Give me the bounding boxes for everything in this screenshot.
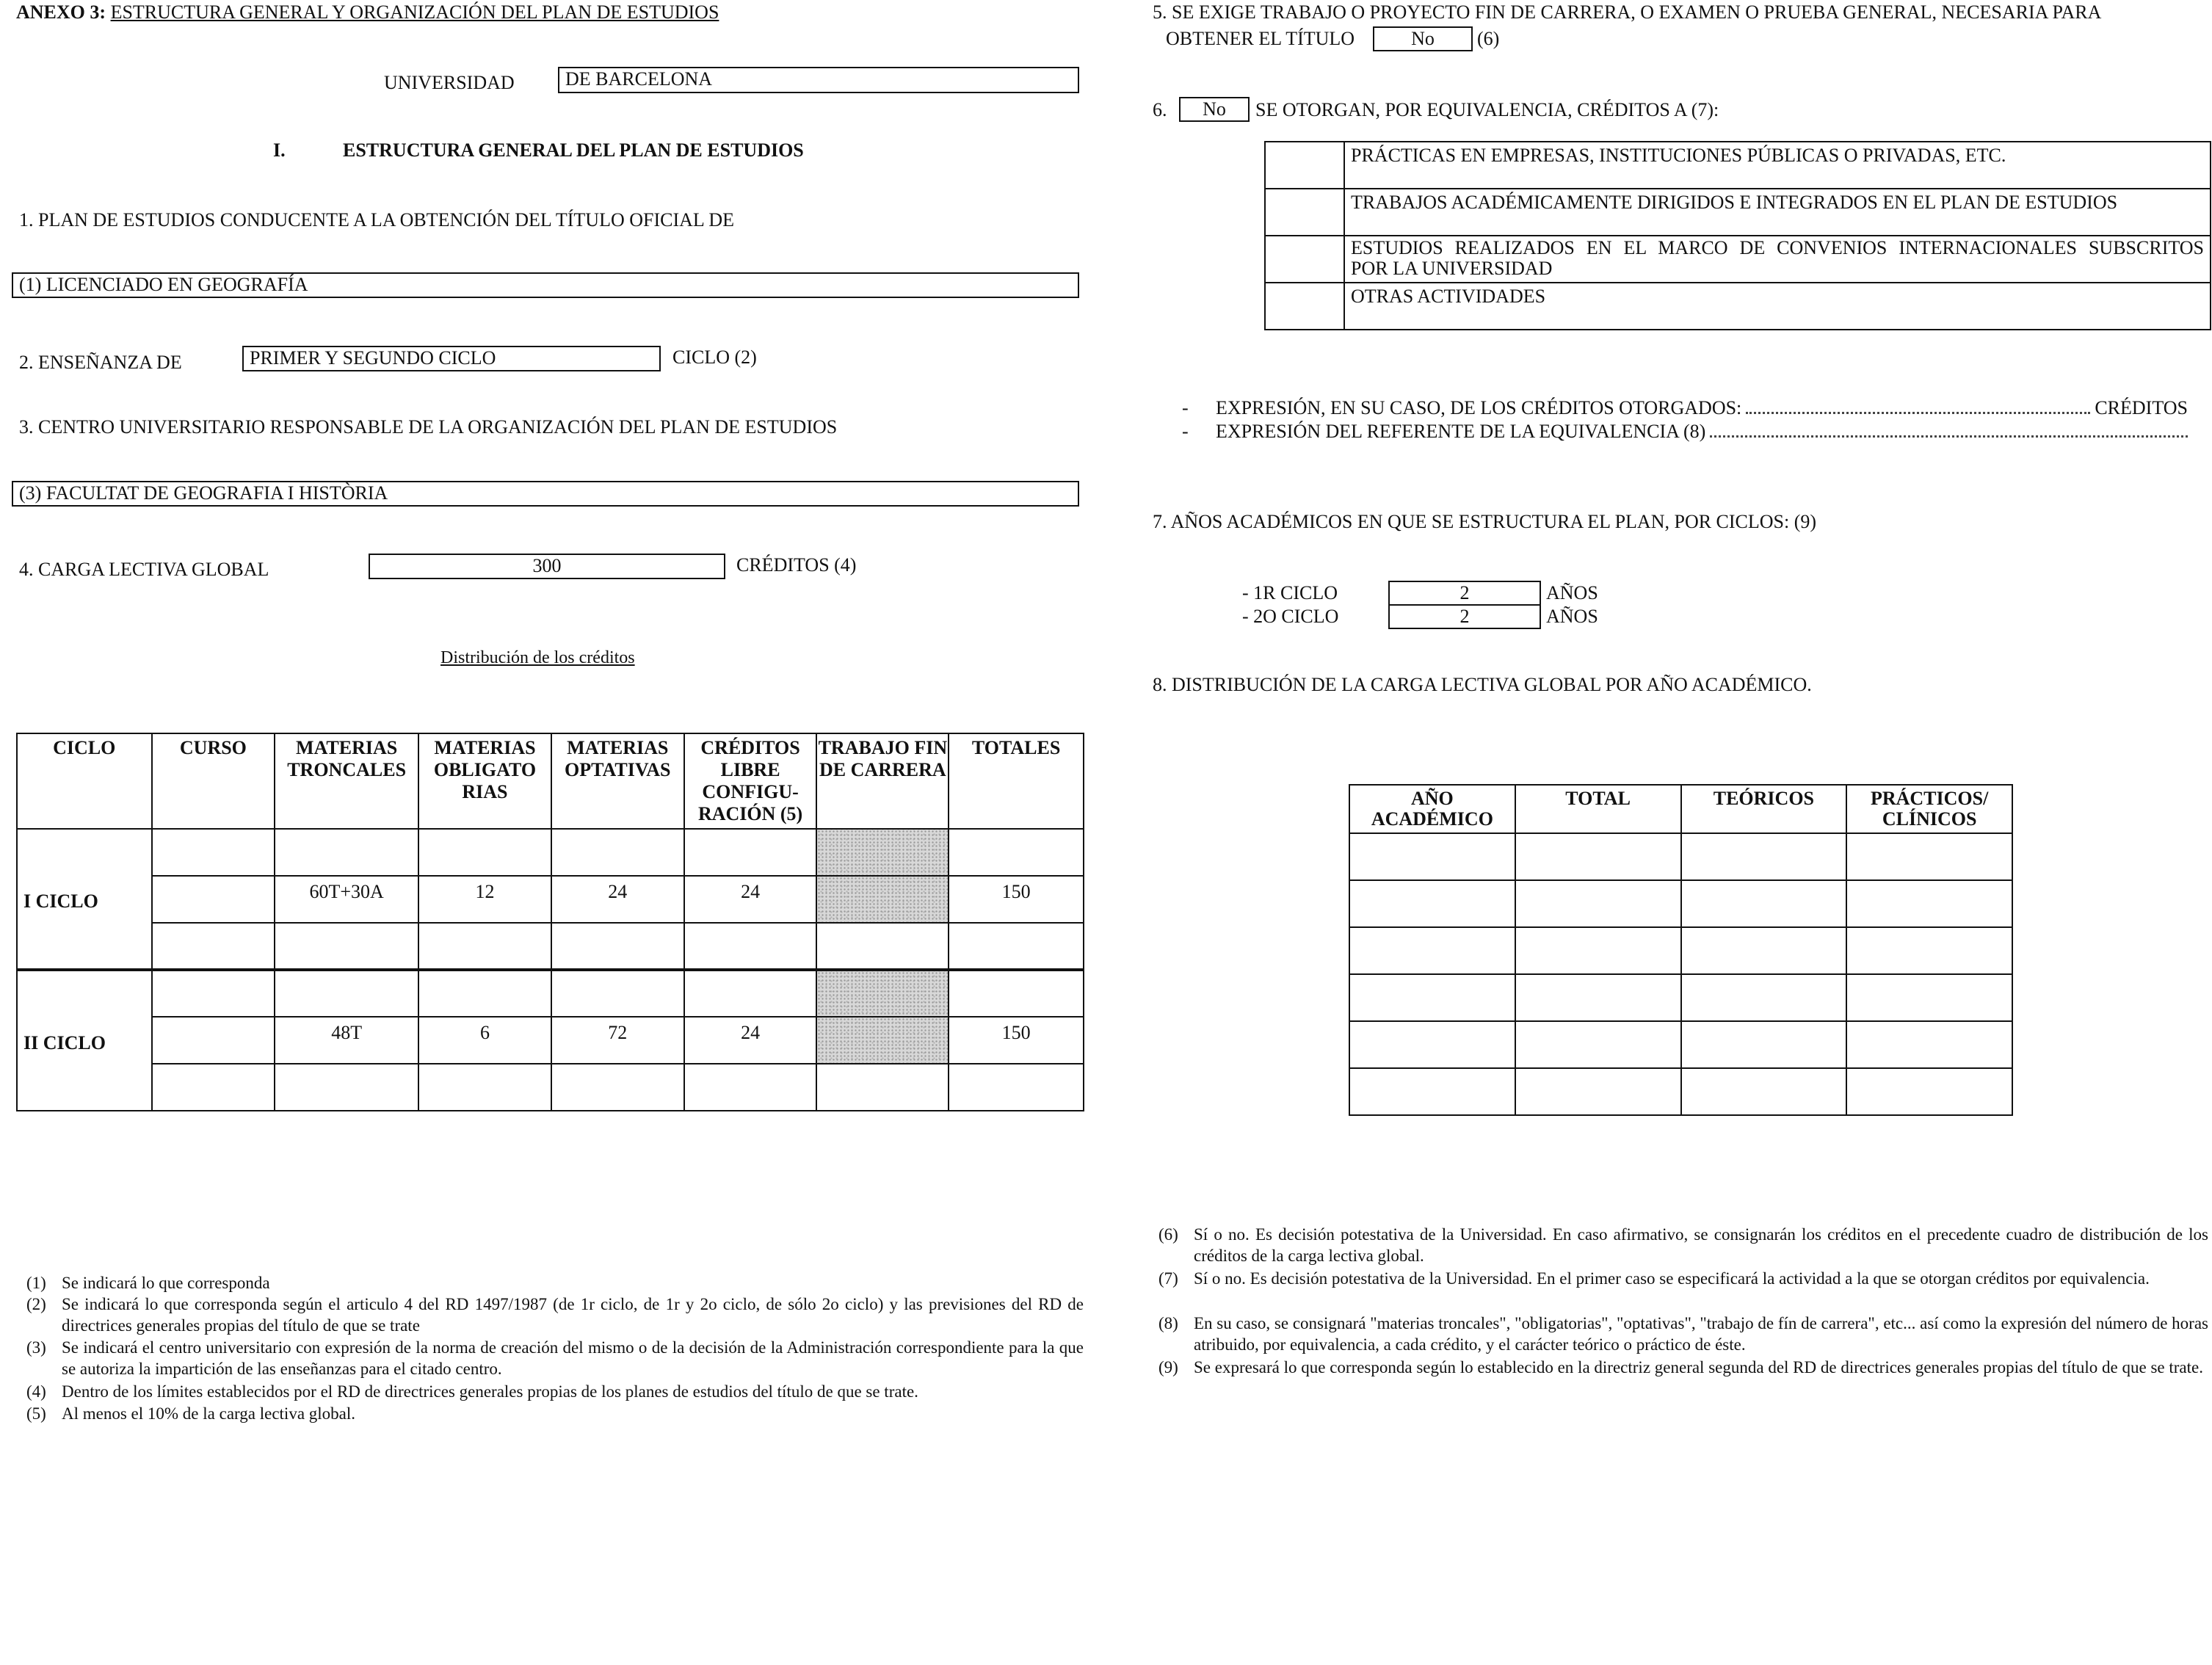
cycle2-label: II CICLO bbox=[17, 970, 152, 1111]
distribution-title: Distribución de los créditos bbox=[440, 648, 635, 667]
item2-label: 2. ENSEÑANZA DE bbox=[19, 352, 182, 373]
footnote-1 bbox=[26, 1272, 1084, 1294]
table-row bbox=[1265, 283, 2211, 330]
col-header-libre: CRÉDITOS LIBRE CONFIGU- RACIÓN (5) bbox=[684, 733, 817, 829]
years-table bbox=[1349, 784, 2013, 1116]
col-header-optativas: MATERIAS OPTATIVAS bbox=[551, 733, 684, 829]
cycle1-troncales: 60T+30A bbox=[275, 876, 418, 923]
footnote-text: Dentro de los límites establecidos por el RD de directrices generales propias de los planes de estudios del título de que se trate. bbox=[62, 1382, 918, 1401]
annex-title: ESTRUCTURA GENERAL Y ORGANIZACIÓN DEL PLAN DE ESTUDIOS bbox=[110, 1, 719, 23]
item7-cycle1-unit: AÑOS bbox=[1546, 582, 1598, 603]
equivalence-table bbox=[1264, 141, 2211, 330]
credits-header-row bbox=[17, 733, 1084, 829]
item4-value: 300 bbox=[369, 554, 725, 579]
footnote-5 bbox=[26, 1403, 1084, 1425]
years-header-row bbox=[1349, 785, 2012, 833]
equiv-row-3 bbox=[1344, 236, 2211, 283]
item5-value: No bbox=[1373, 26, 1473, 51]
footnote-8 bbox=[1158, 1313, 2208, 1357]
item7-cycle2: - 2O CICLO bbox=[1242, 606, 1339, 627]
shaded-cell bbox=[816, 970, 949, 1017]
item5-line2: OBTENER EL TÍTULO bbox=[1166, 28, 1355, 49]
expression-credits-line bbox=[1216, 397, 2188, 419]
expression-referent-label: EXPRESIÓN DEL REFERENTE DE LA EQUIVALENCIA (8) bbox=[1216, 421, 1706, 442]
item1-value: (1) LICENCIADO EN GEOGRAFÍA bbox=[12, 272, 1079, 298]
item7-cycle1: - 1R CICLO bbox=[1242, 582, 1338, 603]
footnote-4 bbox=[26, 1381, 1084, 1403]
cycle1-label: I CICLO bbox=[17, 829, 152, 970]
footnote-9 bbox=[1158, 1357, 2208, 1401]
table-row bbox=[17, 876, 1084, 923]
footnote-number: (8) bbox=[1158, 1314, 1178, 1332]
footnote-number: (2) bbox=[26, 1295, 46, 1313]
footnote-text: En su caso, se consignará "materias troncales", "obligatorias", "optativas", "trabajo de fín de carrera", etc... así como la expresión del número de horas atribuido, por equivalencia, a cada crédito, y el carácter teórico o práctico de éste. bbox=[1194, 1314, 2208, 1354]
table-row bbox=[1349, 927, 2012, 974]
item6-label: SE OTORGAN, POR EQUIVALENCIA, CRÉDITOS A (7): bbox=[1255, 99, 1719, 120]
col-header-total: TOTAL bbox=[1515, 785, 1681, 833]
col-header-practicos: PRÁCTICOS/ CLÍNICOS bbox=[1846, 785, 2012, 833]
item8-label: 8. DISTRIBUCIÓN DE LA CARGA LECTIVA GLOBAL POR AÑO ACADÉMICO. bbox=[1153, 674, 1812, 695]
equiv-row-1: PRÁCTICAS EN EMPRESAS, INSTITUCIONES PÚBLICAS O PRIVADAS, ETC. bbox=[1344, 142, 2211, 189]
equiv-row-3-line2: POR LA UNIVERSIDAD bbox=[1351, 258, 1553, 279]
item4-suffix: CRÉDITOS (4) bbox=[736, 554, 857, 576]
item6-value: No bbox=[1179, 97, 1250, 122]
dotted-leader bbox=[1746, 397, 2090, 414]
footnote-number: (7) bbox=[1158, 1269, 1178, 1288]
footnote-number: (9) bbox=[1158, 1358, 1178, 1376]
footnote-number: (3) bbox=[26, 1338, 46, 1357]
col-header-teoricos: TEÓRICOS bbox=[1681, 785, 1847, 833]
col-header-trabajo: TRABAJO FIN DE CARRERA bbox=[816, 733, 949, 829]
equiv-row-2: TRABAJOS ACADÉMICAMENTE DIRIGIDOS E INTEGRADOS EN EL PLAN DE ESTUDIOS bbox=[1344, 189, 2211, 236]
table-row bbox=[17, 1064, 1084, 1111]
item1-label: 1. PLAN DE ESTUDIOS CONDUCENTE A LA OBTENCIÓN DEL TÍTULO OFICIAL DE bbox=[19, 209, 734, 231]
item2-value: PRIMER Y SEGUNDO CICLO bbox=[242, 346, 661, 371]
expression-credits-label: EXPRESIÓN, EN SU CASO, DE LOS CRÉDITOS OTORGADOS: bbox=[1216, 397, 1742, 418]
section-title: ESTRUCTURA GENERAL DEL PLAN DE ESTUDIOS bbox=[343, 139, 804, 161]
table-row bbox=[1265, 142, 2211, 189]
shaded-cell bbox=[816, 1017, 949, 1064]
table-row bbox=[1349, 880, 2012, 927]
cycle2-obligatorias: 6 bbox=[418, 1017, 551, 1064]
annex-heading bbox=[16, 1, 719, 23]
expression-referent-line bbox=[1216, 421, 2188, 443]
col-header-ano: AÑO ACADÉMICO bbox=[1349, 785, 1515, 833]
equiv-row-4: OTRAS ACTIVIDADES bbox=[1344, 283, 2211, 330]
cycle1-libre: 24 bbox=[684, 876, 817, 923]
table-row bbox=[1265, 236, 2211, 283]
table-row bbox=[17, 970, 1084, 1017]
footnote-number: (1) bbox=[26, 1274, 46, 1292]
col-header-ciclo: CICLO bbox=[17, 733, 152, 829]
item7-label: 7. AÑOS ACADÉMICOS EN QUE SE ESTRUCTURA EL PLAN, POR CICLOS: (9) bbox=[1153, 511, 1817, 532]
col-header-obligatorias: MATERIAS OBLIGATO RIAS bbox=[418, 733, 551, 829]
item4-label: 4. CARGA LECTIVA GLOBAL bbox=[19, 559, 269, 580]
footnote-6 bbox=[1158, 1224, 2208, 1268]
cycle2-troncales: 48T bbox=[275, 1017, 418, 1064]
table-row bbox=[1349, 1021, 2012, 1068]
footnote-number: (4) bbox=[26, 1382, 46, 1401]
item7-cycle2-value: 2 bbox=[1388, 604, 1541, 629]
item5-line1: 5. SE EXIGE TRABAJO O PROYECTO FIN DE CARRERA, O EXAMEN O PRUEBA GENERAL, NECESARIA PARA bbox=[1153, 1, 2102, 23]
item5-suffix: (6) bbox=[1477, 28, 1500, 49]
cycle1-obligatorias: 12 bbox=[418, 876, 551, 923]
cycle2-optativas: 72 bbox=[551, 1017, 684, 1064]
university-value: DE BARCELONA bbox=[558, 67, 1079, 93]
credits-table bbox=[16, 733, 1084, 1111]
dotted-leader bbox=[1710, 421, 2188, 438]
table-row bbox=[17, 1017, 1084, 1064]
table-row bbox=[17, 829, 1084, 876]
footnote-text: Se indicará lo que corresponda bbox=[62, 1274, 270, 1292]
item6-number: 6. bbox=[1153, 99, 1167, 120]
cycle2-libre: 24 bbox=[684, 1017, 817, 1064]
expression-referent-dash: - bbox=[1182, 421, 1189, 442]
footnote-text: Se indicará el centro universitario con expresión de la norma de creación del mismo o de la decisión de la Administración correspondiente para la que se autoriza la impartición de las enseñanzas para el citado centro. bbox=[62, 1338, 1084, 1378]
col-header-curso: CURSO bbox=[152, 733, 275, 829]
footnote-text: Se indicará lo que corresponda según el articulo 4 del RD 1497/1987 (de 1r ciclo, de 1r y 2o ciclo, de sólo 2o ciclo) y las previsiones del RD de directrices generales propias del título de que se trate bbox=[62, 1295, 1084, 1335]
cycle1-optativas: 24 bbox=[551, 876, 684, 923]
table-row bbox=[1265, 189, 2211, 236]
footnote-7 bbox=[1158, 1268, 2208, 1312]
footnote-3 bbox=[26, 1337, 1084, 1381]
col-header-totales: TOTALES bbox=[949, 733, 1084, 829]
expression-credits-unit: CRÉDITOS bbox=[2095, 397, 2188, 418]
footnote-text: Sí o no. Es decisión potestativa de la Universidad. En caso afirmativo, se consignarán los créditos en el precedente cuadro de distribución de los créditos de la carga lectiva global. bbox=[1194, 1225, 2208, 1265]
footnote-number: (5) bbox=[26, 1404, 46, 1423]
item7-cycle1-value: 2 bbox=[1388, 581, 1541, 606]
item3-label: 3. CENTRO UNIVERSITARIO RESPONSABLE DE LA ORGANIZACIÓN DEL PLAN DE ESTUDIOS bbox=[19, 416, 838, 438]
item7-cycle2-unit: AÑOS bbox=[1546, 606, 1598, 627]
footnote-text: Sí o no. Es decisión potestativa de la Universidad. En el primer caso se especificará la actividad a la que se otorgan créditos por equivalencia. bbox=[1194, 1269, 2150, 1288]
item3-value: (3) FACULTAT DE GEOGRAFIA I HISTÒRIA bbox=[12, 481, 1079, 507]
cycle2-totales: 150 bbox=[949, 1017, 1084, 1064]
item2-suffix: CICLO (2) bbox=[672, 347, 757, 368]
table-row bbox=[1349, 974, 2012, 1021]
footnote-2 bbox=[26, 1294, 1084, 1338]
table-row bbox=[1349, 1068, 2012, 1115]
footnote-text: Se expresará lo que corresponda según lo establecido en la directriz general segunda del RD de directrices generales propias del título de que se trate. bbox=[1194, 1358, 2203, 1376]
table-row bbox=[1349, 833, 2012, 880]
equiv-row-3-line1: ESTUDIOS REALIZADOS EN EL MARCO DE CONVENIOS INTERNACIONALES SUBSCRITOS bbox=[1351, 237, 2204, 258]
footnote-text: Al menos el 10% de la carga lectiva global. bbox=[62, 1404, 356, 1423]
cycle1-totales: 150 bbox=[949, 876, 1084, 923]
annex-prefix: ANEXO 3: bbox=[16, 1, 106, 23]
section-number: I. bbox=[273, 139, 286, 161]
shaded-cell bbox=[816, 829, 949, 876]
expression-credits-dash: - bbox=[1182, 397, 1189, 418]
university-label: UNIVERSIDAD bbox=[384, 72, 515, 93]
table-row bbox=[17, 923, 1084, 970]
footnote-number: (6) bbox=[1158, 1225, 1178, 1244]
col-header-troncales: MATERIAS TRONCALES bbox=[275, 733, 418, 829]
shaded-cell bbox=[816, 876, 949, 923]
